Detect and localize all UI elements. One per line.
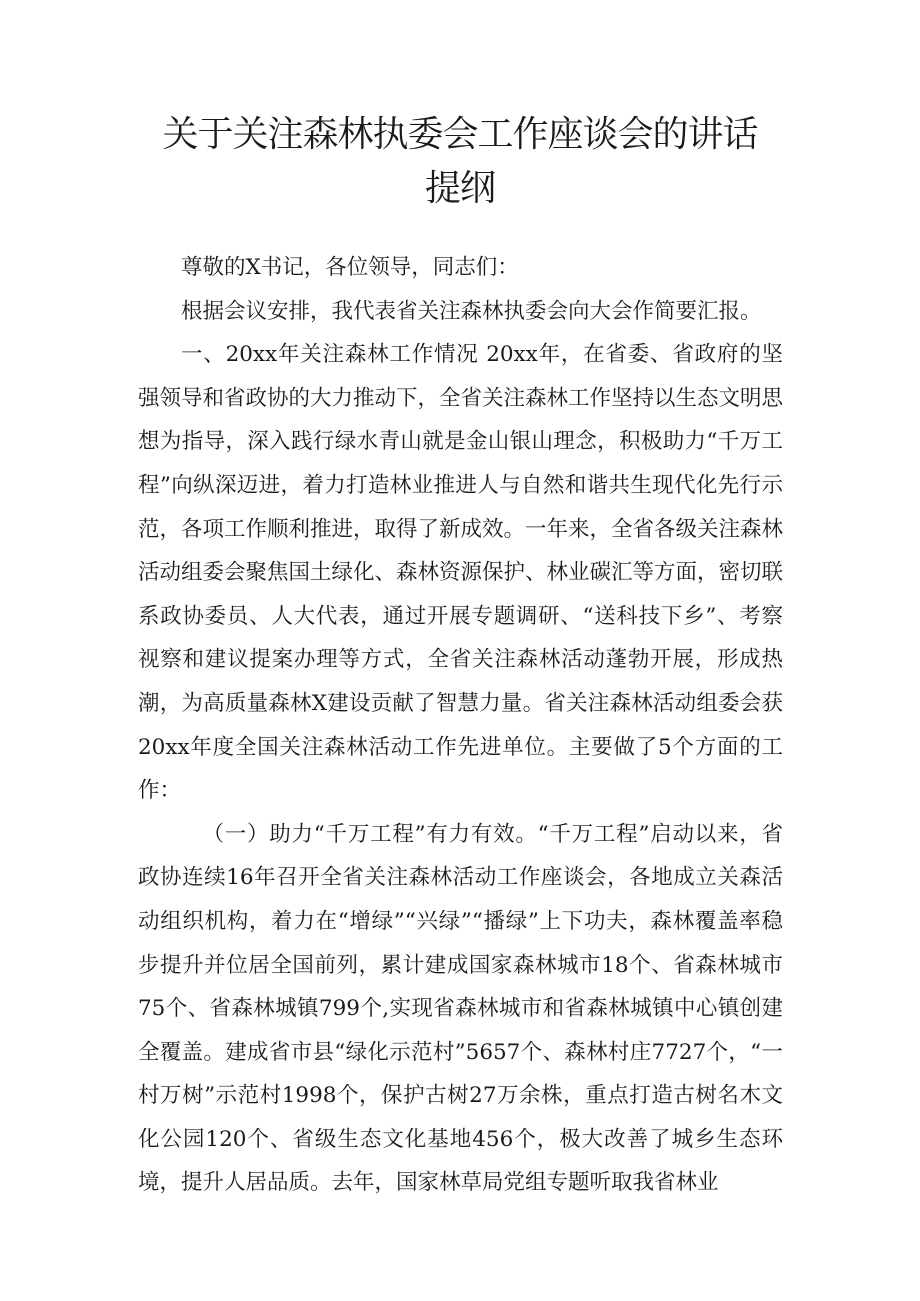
document-body [138,246,783,1205]
section-one-paragraph: 一、20xx年关注森林工作情况 20xx年，在省委、省政府的坚强领导和省政协的大力推动下，全省关注森林工作坚持以生态文明思想为指导，深入践行绿水青山就是金山银山理念，积极助力“千万工程”向纵深迈进，着力打造林业推进人与自然和谐共生现代化先行示范，各项工作顺利推进，取得了新成效。一年来，全省各级关注森林活动组委会聚焦国土绿化、森林资源保护、林业碳汇等方面，密切联系政协委员、人大代表，通过开展专题调研、“送科技下乡”、考察视察和建议提案办理等方式，全省关注森林活动蓬勃开展，形成热潮，为高质量森林X建设贡献了智慧力量。省关注森林活动组委会获20xx年度全国关注森林活动工作先进单位。主要做了5个方面的工作： [138,342,784,804]
salutation-paragraph: 尊敬的X书记，各位领导，同志们： [181,255,519,280]
subsection-one-paragraph: （一）助力“千万工程”有力有效。“千万工程”启动以来，省政协连续16年召开全省关注森林活动工作座谈会，各地成立关森活动组织机构，着力在“增绿”“兴绿”“播绿”上下功夫，森林覆盖率稳步提升并位居全国前列，累计建成国家森林城市18个、省森林城市75个、省森林城镇799个,实现省森林城市和省森林城镇中心镇创建全覆盖。建成省市县“绿化示范村”5657个、森林村庄7727个，“一村万树”示范村1998个，保护古树27万余株，重点打造古树名木文化公园120个、省级生态文化基地456个，极大改善了城乡生态环境，提升人居品质。去年，国家林草局党组专题听取我省林业 [138,821,783,1196]
document-title: 关于关注森林执委会工作座谈会的讲话提纲 [162,114,758,209]
intro-paragraph: 根据会议安排，我代表省关注森林执委会向大会作简要汇报。 [181,298,762,324]
